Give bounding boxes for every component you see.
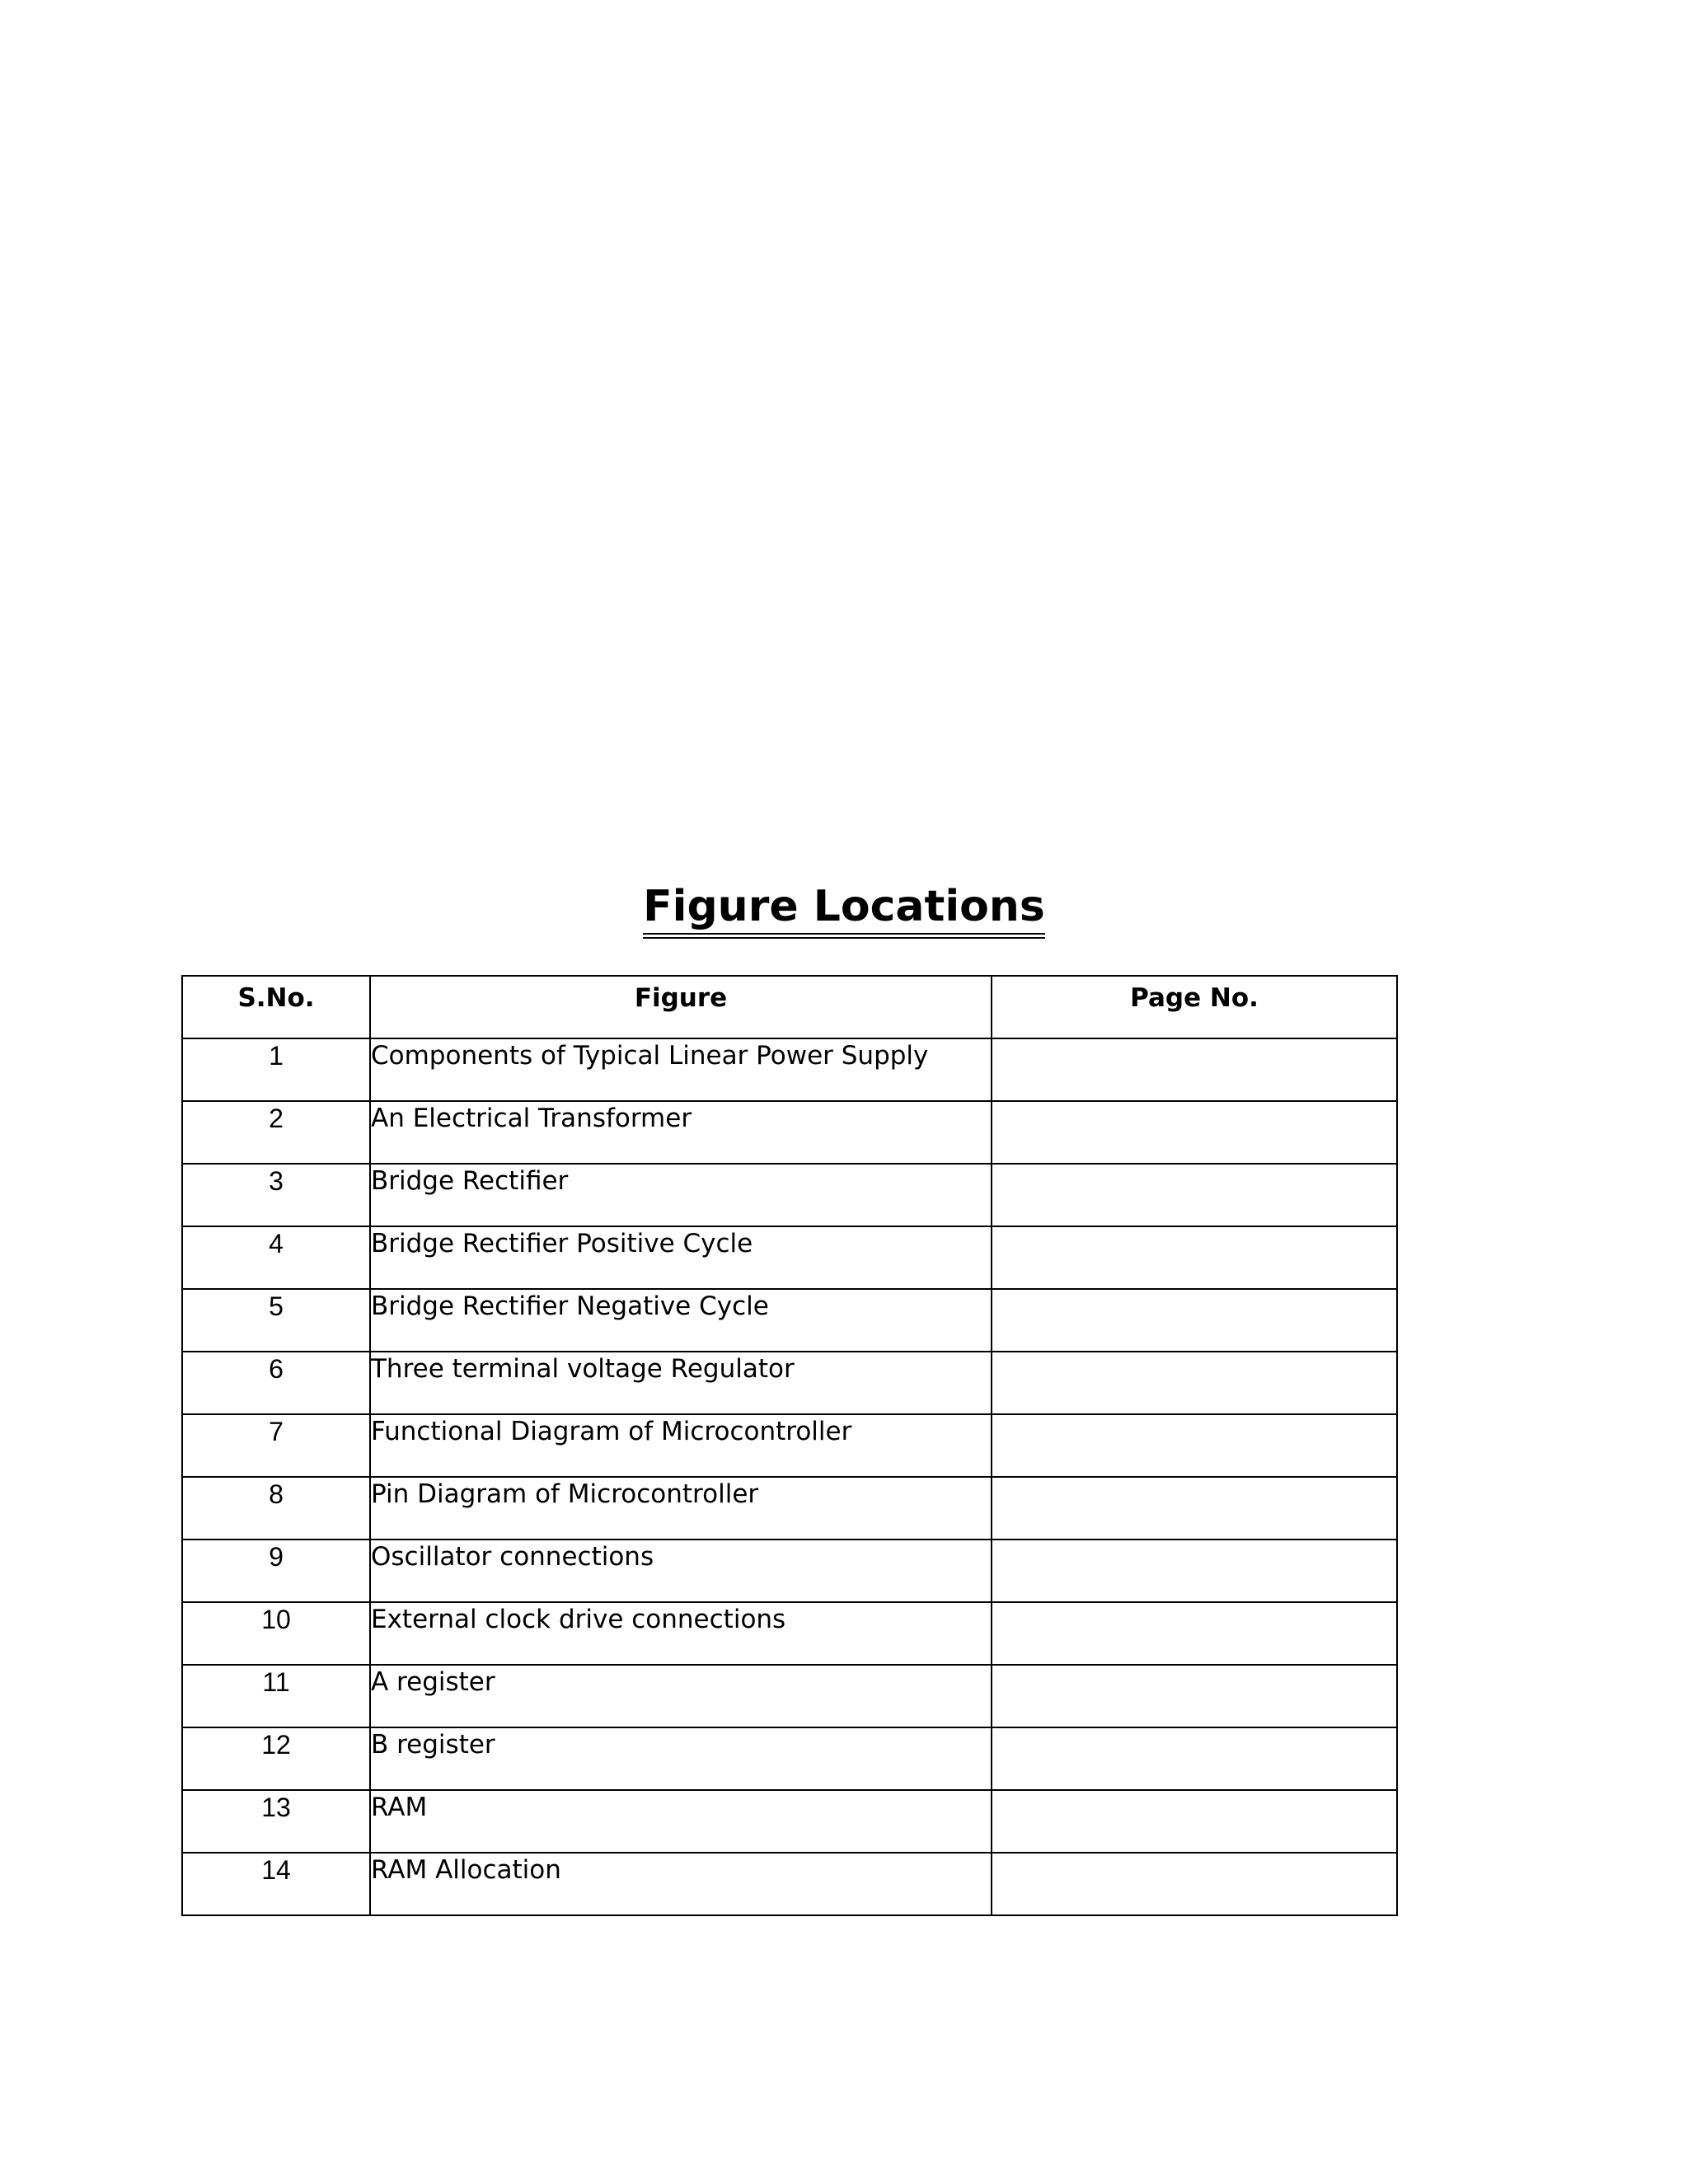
cell-sno: 9 — [182, 1540, 370, 1602]
cell-sno: 11 — [182, 1665, 370, 1727]
cell-figure: External clock drive connections — [370, 1602, 992, 1665]
cell-figure: Bridge Rectifier Positive Cycle — [370, 1226, 992, 1289]
cell-figure: Components of Typical Linear Power Supply — [370, 1038, 992, 1101]
cell-sno: 10 — [182, 1602, 370, 1665]
cell-page-no — [992, 1289, 1397, 1352]
cell-page-no — [992, 1414, 1397, 1477]
cell-figure: Pin Diagram of Microcontroller — [370, 1477, 992, 1540]
cell-sno: 4 — [182, 1226, 370, 1289]
cell-sno: 13 — [182, 1790, 370, 1853]
table-row — [182, 1352, 1397, 1414]
table-row — [182, 1727, 1397, 1790]
column-header-page: Page No. — [992, 976, 1397, 1038]
cell-figure: A register — [370, 1665, 992, 1727]
figure-locations-table — [181, 975, 1398, 1916]
cell-page-no — [992, 1101, 1397, 1164]
cell-figure: Bridge Rectifier Negative Cycle — [370, 1289, 992, 1352]
cell-figure: RAM — [370, 1790, 992, 1853]
cell-sno: 2 — [182, 1101, 370, 1164]
cell-sno: 1 — [182, 1038, 370, 1101]
table-row — [182, 1477, 1397, 1540]
cell-page-no — [992, 1540, 1397, 1602]
page-title — [0, 880, 1688, 939]
table-row — [182, 1853, 1397, 1915]
cell-sno: 14 — [182, 1853, 370, 1915]
cell-sno: 8 — [182, 1477, 370, 1540]
table-row — [182, 1540, 1397, 1602]
cell-page-no — [992, 1727, 1397, 1790]
cell-figure: RAM Allocation — [370, 1853, 992, 1915]
cell-figure: Bridge Rectifier — [370, 1164, 992, 1226]
table-body — [182, 1038, 1397, 1915]
cell-page-no — [992, 1665, 1397, 1727]
column-header-sno: S.No. — [182, 976, 370, 1038]
cell-page-no — [992, 1790, 1397, 1853]
cell-sno: 6 — [182, 1352, 370, 1414]
cell-figure: B register — [370, 1727, 992, 1790]
page-title-text: Figure Locations — [643, 883, 1045, 939]
cell-sno: 7 — [182, 1414, 370, 1477]
column-header-figure: Figure — [370, 976, 992, 1038]
table-row — [182, 1038, 1397, 1101]
table-header-row — [182, 976, 1397, 1038]
cell-sno: 5 — [182, 1289, 370, 1352]
cell-figure: Functional Diagram of Microcontroller — [370, 1414, 992, 1477]
table-row — [182, 1226, 1397, 1289]
cell-page-no — [992, 1164, 1397, 1226]
cell-page-no — [992, 1038, 1397, 1101]
cell-page-no — [992, 1602, 1397, 1665]
cell-figure: Oscillator connections — [370, 1540, 992, 1602]
cell-sno: 12 — [182, 1727, 370, 1790]
cell-page-no — [992, 1352, 1397, 1414]
cell-figure: Three terminal voltage Regulator — [370, 1352, 992, 1414]
table-row — [182, 1101, 1397, 1164]
table-row — [182, 1602, 1397, 1665]
table-row — [182, 1289, 1397, 1352]
table-row — [182, 1665, 1397, 1727]
cell-page-no — [992, 1477, 1397, 1540]
table-row — [182, 1164, 1397, 1226]
cell-page-no — [992, 1853, 1397, 1915]
cell-figure: An Electrical Transformer — [370, 1101, 992, 1164]
cell-page-no — [992, 1226, 1397, 1289]
cell-sno: 3 — [182, 1164, 370, 1226]
table-row — [182, 1414, 1397, 1477]
table-row — [182, 1790, 1397, 1853]
